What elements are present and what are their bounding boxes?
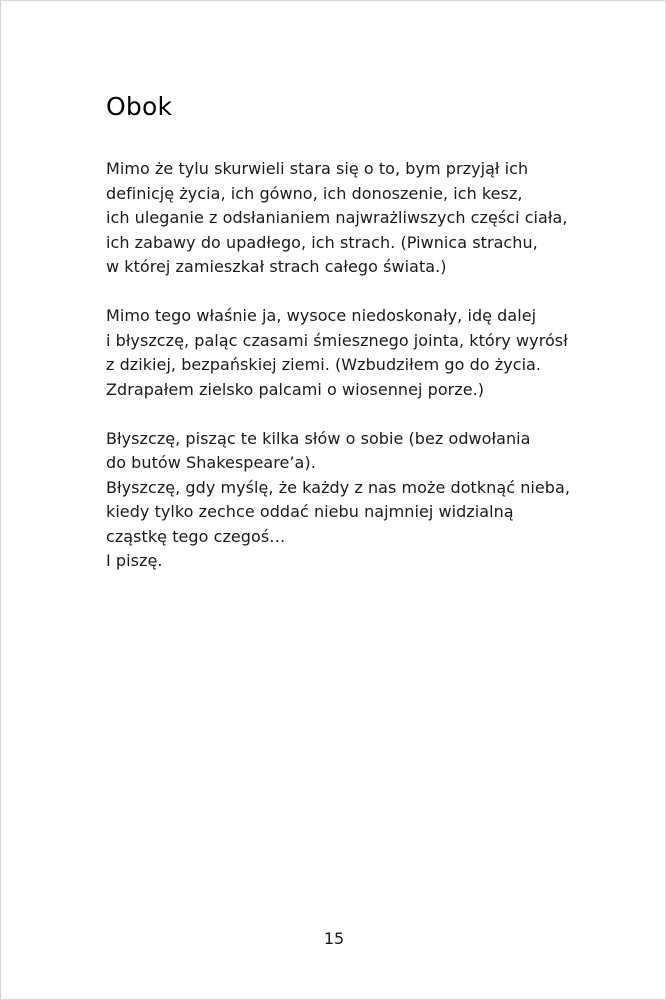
poem-line: Błyszczę, pisząc te kilka słów o sobie (bez odwołania <box>106 428 531 448</box>
poem-line: cząstkę tego czegoś… <box>106 526 286 546</box>
poem-title: Obok <box>106 92 173 121</box>
poem-line: I piszę. <box>106 551 163 570</box>
poem-line: ich uleganie z odsłanianiem najwrażliwszych części ciała, <box>106 208 568 227</box>
poem-body <box>106 157 626 598</box>
poem-line: definicję życia, ich gówno, ich donoszenie, ich kesz, <box>106 183 523 203</box>
poem-line: Mimo że tylu skurwieli stara się o to, bym przyjął ich <box>106 159 529 178</box>
poem-line: i błyszczę, paląc czasami śmiesznego jointa, który wyrósł <box>106 330 568 350</box>
poem-line: Zdrapałem zielsko palcami o wiosennej porze.) <box>106 379 485 399</box>
stanza-3 <box>106 427 626 574</box>
poem-line: Mimo tego właśnie ja, wysoce niedoskonały, idę dalej <box>106 306 537 325</box>
poem-line: ich zabawy do upadłego, ich strach. (Piwnica strachu, <box>106 232 538 252</box>
page-number: 15 <box>323 929 345 948</box>
poem-line: kiedy tylko zechce oddać niebu najmniej widzialną <box>106 502 514 521</box>
stanza-2 <box>106 304 626 402</box>
poem-line: do butów Shakespeare’a). <box>106 453 316 472</box>
poem-line: z dzikiej, bezpańskiej ziemi. (Wzbudziłem go do życia. <box>106 355 542 374</box>
poem-line: Błyszczę, gdy myślę, że każdy z nas może dotknąć nieba, <box>106 477 570 497</box>
poem-line: w której zamieszkał strach całego świata.) <box>106 257 447 276</box>
stanza-1 <box>106 157 626 280</box>
